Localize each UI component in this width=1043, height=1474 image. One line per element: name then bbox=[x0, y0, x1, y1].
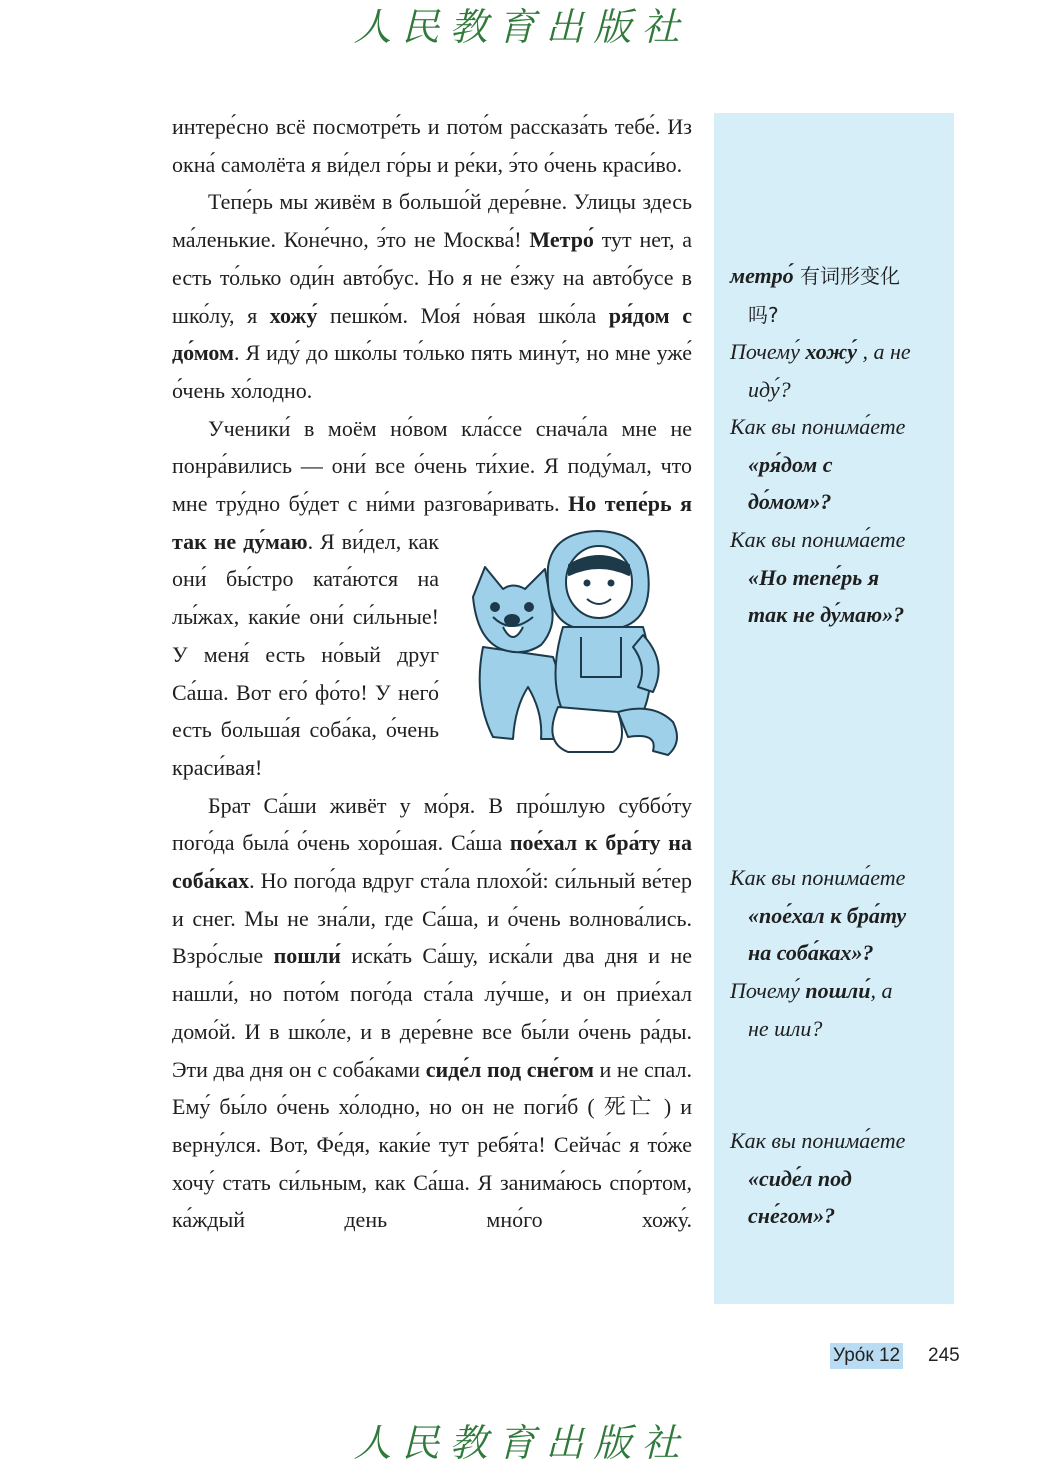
note-poshli bbox=[730, 972, 940, 1047]
note-no-teper-l2: «Но тепе́рь я bbox=[748, 564, 880, 590]
paragraph-2 bbox=[172, 183, 692, 409]
paragraph-4 bbox=[172, 787, 692, 1239]
p2-text-a: Тепе́рь мы живём в большо́й дере́вне. Улицы здесь ма́ленькие. Коне́чно, э́то не Москва́! bbox=[172, 189, 692, 253]
note-sidel-l1: Как вы понима́ете bbox=[730, 1128, 906, 1153]
p4-text-g: и не спал. Ему́ бы́ло о́чень хо́лодно, но он не поги́б ( 死亡 ) и верну́лся. Вот, Фе́дя, каки́е тут ребя́та! Сейча́с я то́же хочу́ стать си́льным, как Са́ша. Я занима́юсь спо́ртом, ка́ждый день мно́го хожу́. bbox=[172, 1056, 692, 1233]
note-sidel-l3: сне́гом»? bbox=[748, 1203, 836, 1229]
boy-with-dog-illustration bbox=[453, 527, 698, 762]
note-khozhu-pre: Почему́ bbox=[730, 339, 806, 364]
highlight-no-teper: Но тепе́рь я так не ду́маю bbox=[172, 491, 692, 554]
note-poshli-pre: Почему́ bbox=[730, 978, 806, 1003]
p4-text-e: иска́ть Са́шу, иска́ли два дня и не нашли́, но пото́м пого́да ста́ла лу́чше, и он прие́хал домо́й. И в шко́ле, и в дере́вне все бы́ли о́чень ра́ды. Эти два дня он с соба́ками bbox=[172, 943, 692, 1082]
note-poekhal-l3: на соба́ках»? bbox=[748, 940, 874, 966]
p3-text-c: . Я ви́дел, как они́ бы́стро ката́ются на лы́жах, каки́е они́ си́льные! У меня́ есть но́вый друг Са́ша. Вот его́ фо́то! У него́ есть больша́я соба́ка, о́чень краси́вая! bbox=[172, 528, 439, 780]
paragraph-3 bbox=[172, 410, 692, 787]
p4-text-c: . Но пого́да вдруг ста́ла плохо́й: си́льный ве́тер и снег. Мы не зна́ли, где Са́ша, и о́чень волнова́лись. Взро́слые bbox=[172, 868, 692, 969]
p4-text-a: Брат Са́ши живёт у мо́ря. В про́шлую суббо́ту пого́да была́ о́чень хоро́шая. Са́ша bbox=[172, 792, 692, 856]
note-metro bbox=[730, 257, 940, 334]
publisher-mark-top: 人民教育出版社 bbox=[353, 5, 690, 49]
main-text bbox=[172, 108, 692, 1239]
note-poekhal-l1: Как вы понима́ете bbox=[730, 865, 906, 890]
highlight-khozhu: хожу́ bbox=[269, 302, 318, 328]
paragraph-1 bbox=[172, 108, 692, 183]
note-metro-word: метро́ bbox=[730, 263, 794, 288]
note-no-teper-l1: Как вы понима́ете bbox=[730, 527, 906, 552]
note-no-teper bbox=[730, 521, 940, 634]
paragraph-1-text: интере́сно всё посмотре́ть и пото́м рассказа́ть тебе́. Из окна́ самолёта я ви́дел го́ры и ре́ки, э́то о́чень краси́во. bbox=[172, 114, 692, 177]
note-khozhu-post: , а не bbox=[856, 339, 911, 364]
note-poshli-post: , а bbox=[870, 978, 893, 1003]
note-khozhu-word: хожу́ bbox=[805, 339, 857, 364]
note-metro-zh: 有词形变化 bbox=[793, 264, 901, 288]
note-khozhu-l2: иду́? bbox=[748, 376, 791, 402]
highlight-poekhal: пое́хал к бра́ту на соба́ках bbox=[172, 830, 692, 894]
note-ryadom-l2: «ря́дом с bbox=[748, 451, 833, 477]
note-poekhal-l2: «пое́хал к бра́ту bbox=[748, 902, 907, 928]
p2-text-c: тут нет, а есть то́лько оди́н авто́бус. Но я не е́зжу на авто́бусе в шко́лу, я bbox=[172, 227, 693, 328]
p3-text-a: Ученики́ в моём но́вом кла́ссе снача́ла мне не понра́вились — они́ все о́чень ти́хие. Я поду́мал, что мне тру́дно бу́дет с ни́ми разгова́ривать. bbox=[172, 415, 692, 517]
highlight-sidel: сиде́л под сне́гом bbox=[425, 1056, 594, 1082]
note-sidel bbox=[730, 1122, 940, 1235]
note-ryadom bbox=[730, 408, 940, 521]
note-poekhal bbox=[730, 859, 940, 972]
note-poshli-word: пошли́ bbox=[805, 978, 871, 1003]
note-sidel-l2: «сиде́л под bbox=[748, 1165, 852, 1191]
page-number: 245 bbox=[928, 1345, 960, 1366]
publisher-mark-bottom: 人民教育出版社 bbox=[353, 1421, 690, 1465]
p2-text-e: пешко́м. Моя́ но́вая шко́ла bbox=[317, 302, 609, 328]
note-khozhu bbox=[730, 333, 940, 408]
highlight-metro: Метро́ bbox=[529, 227, 594, 253]
lesson-label: Уро́к 12 bbox=[830, 1343, 903, 1369]
highlight-poshli: пошли́ bbox=[273, 943, 341, 969]
note-no-teper-l3: так не ду́маю»? bbox=[748, 602, 905, 628]
note-ryadom-l3: до́мом»? bbox=[748, 489, 832, 515]
note-metro-zh-2: 吗? bbox=[748, 302, 779, 327]
p2-text-g: . Я иду́ до шко́лы то́лько пять мину́т, но мне уже́ о́чень хо́лодно. bbox=[172, 340, 692, 403]
highlight-ryadom: ря́дом с до́мом bbox=[172, 302, 692, 366]
note-poshli-l2: не шли? bbox=[748, 1015, 823, 1041]
note-ryadom-l1: Как вы понима́ете bbox=[730, 414, 906, 439]
